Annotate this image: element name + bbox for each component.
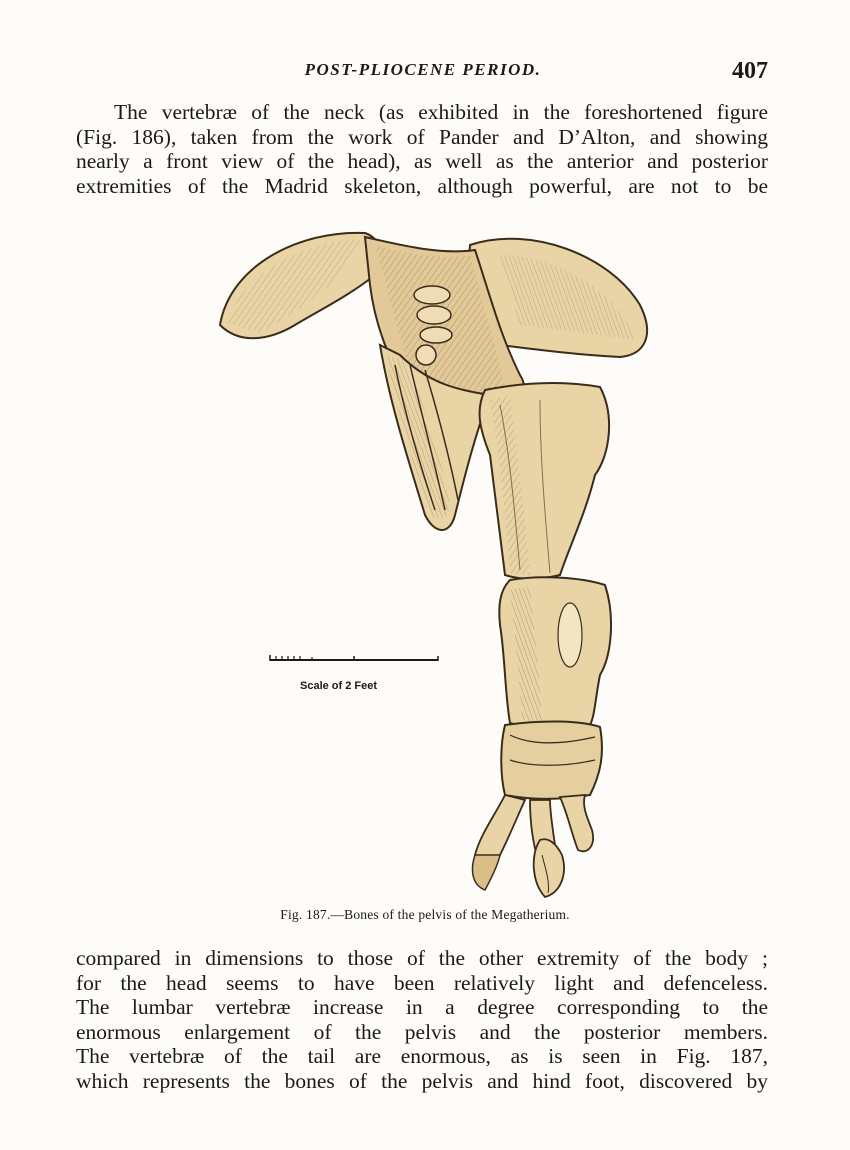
running-head: POST-PLIOCENE PERIOD. (304, 60, 542, 79)
text-line: (Fig. 186), taken from the work of Pander and D’Alton, and showing (76, 124, 768, 149)
figure-caption: Fig. 187.—Bones of the pelvis of the Megatherium. (280, 907, 570, 922)
caudal-vertebra (417, 306, 451, 324)
caudal-vertebra (414, 286, 450, 304)
caudal-vertebra (420, 327, 452, 343)
scale-bar (268, 653, 440, 663)
claw (472, 855, 500, 890)
text-line: extremities of the Madrid skeleton, although powerful, are not to be (76, 173, 768, 198)
page-header (78, 58, 768, 88)
page-number: 407 (732, 58, 768, 84)
text-line: The vertebræ of the tail are enormous, as is seen in Fig. 187, (76, 1044, 768, 1069)
text-line: The lumbar vertebræ increase in a degree corresponding to the (76, 995, 768, 1020)
text-line: which represents the bones of the pelvis and hind foot, discovered by (76, 1068, 768, 1093)
caudal-vertebra (416, 345, 436, 365)
tarsus (501, 721, 602, 798)
toe (475, 795, 525, 863)
text-line: compared in dimensions to those of the other extremity of the body ; (76, 946, 768, 970)
toe (560, 795, 593, 851)
paragraph-bottom (76, 946, 768, 1094)
text-line: nearly a front view of the head), as well as the anterior and posterior (76, 149, 768, 174)
megatherium-pelvis-illustration (200, 215, 660, 915)
text-line: enormous enlargement of the pelvis and the posterior members. (76, 1019, 768, 1044)
scale-label: Scale of 2 Feet (300, 680, 378, 692)
text-line: The vertebræ of the neck (as exhibited in the foreshortened figure (114, 100, 768, 124)
text-line: for the head seems to have been relatively light and defenceless. (76, 970, 768, 995)
paragraph-top (76, 100, 768, 198)
pelvis-engraving (200, 215, 660, 915)
